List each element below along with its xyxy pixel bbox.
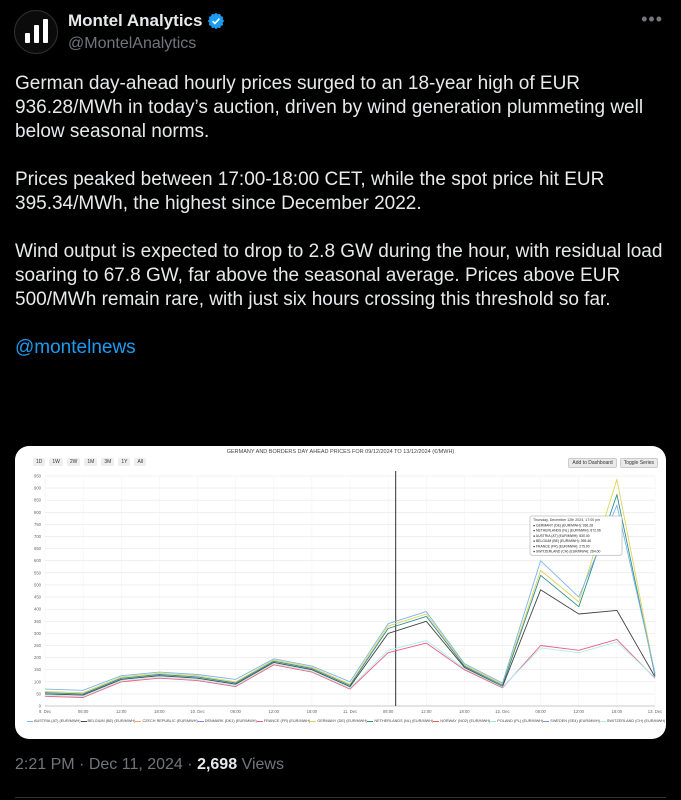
x-tick-label: 18:00 (154, 709, 165, 714)
range-1d: 1D (33, 458, 45, 466)
tweet-meta (15, 756, 284, 774)
legend-item: NETHERLANDS (NL) (EUR/MWH) (367, 719, 433, 723)
logo-bar (43, 19, 48, 43)
x-tick-label: 12:00 (573, 709, 584, 714)
avatar[interactable] (14, 10, 58, 54)
y-tick-label: 750 (34, 521, 41, 527)
x-tick-label: 06:00 (382, 709, 394, 714)
y-tick-label: 0 (38, 703, 41, 709)
legend-swatch (367, 721, 373, 722)
x-tick-label: 11. Dec (342, 709, 358, 714)
y-tick-label: 800 (34, 509, 41, 515)
range-1m: 1M (84, 458, 97, 466)
y-tick-label: 900 (34, 485, 41, 491)
legend-item: BELGIUM (BE) (EUR/MWH) (81, 719, 136, 723)
tooltip-row: ● BELGIUM (BE) (EUR/MWH): 395.46 (533, 539, 592, 544)
price-line-chart (15, 446, 666, 739)
x-tick-label: 06:00 (535, 709, 546, 714)
meta-separator: · (79, 756, 85, 773)
views-count: 2,698 (197, 756, 238, 773)
legend-swatch (257, 721, 263, 722)
x-tick-label: 18:00 (611, 709, 623, 714)
legend-swatch (490, 721, 496, 722)
verified-badge-icon (207, 12, 225, 30)
y-tick-label: 250 (34, 642, 41, 648)
y-tick-label: 300 (34, 630, 41, 636)
tweet-paragraph: Prices peaked between 17:00-18:00 CET, while the spot price hit EUR 395.34/MWh, the highest since December 2022. (15, 169, 605, 214)
x-tick-label: 9. Dec (38, 709, 52, 714)
mention-link[interactable]: @montelnews (15, 337, 136, 358)
x-tick-label: 12:00 (268, 709, 279, 714)
meta-separator: · (187, 756, 193, 773)
chart-legend (27, 719, 666, 723)
x-tick-label: 12:00 (116, 709, 127, 714)
legend-swatch (27, 721, 33, 722)
x-tick-label: 18:00 (306, 709, 318, 714)
chart-image[interactable] (15, 446, 666, 739)
add-to-dashboard-button: Add to Dashboard (568, 458, 616, 468)
legend-swatch (543, 721, 549, 722)
x-tick-label: 06:00 (77, 709, 89, 714)
legend-item: NORWAY (NO2) (EUR/MWH) (433, 719, 490, 723)
legend-swatch (198, 721, 204, 722)
legend-item: AUSTRIA (AT) (EUR/MWH) (27, 719, 81, 723)
range-3m: 3M (101, 458, 114, 466)
tooltip-row: ● NETHERLANDS (NL) (EUR/MWH): 872.96 (533, 528, 601, 533)
y-tick-label: 400 (34, 606, 41, 612)
x-tick-label: 18:00 (459, 709, 470, 714)
y-tick-label: 150 (34, 667, 41, 673)
legend-item: FRANCE (FR) (EUR/MWH) (257, 719, 310, 723)
range-1w: 1W (49, 458, 63, 466)
y-tick-label: 50 (36, 691, 41, 697)
tooltip-row: ● GERMANY (DE) (EUR/MWH): 936.28 (533, 523, 594, 528)
author-handle[interactable]: @MontelAnalytics (68, 35, 197, 52)
legend-swatch (433, 721, 439, 722)
tweet-paragraph: Wind output is expected to drop to 2.8 GW during the hour, with residual load soaring to 67.8 GW, far above the seasonal average. Prices above EUR 500/MWh remain rare, with just six hours crossing this threshold so far. (15, 241, 663, 310)
y-tick-label: 850 (34, 497, 41, 503)
tooltip-row: ● FRANCE (FR) (EUR/MWH): 275.00 (533, 544, 590, 549)
legend-item: SWEDEN (SE4) (EUR/MWH) (543, 719, 600, 723)
logo-bar (34, 25, 39, 43)
tweet-paragraph: German day-ahead hourly prices surged to an 18-year high of EUR 936.28/MWh in today’s auction, driven by wind generation plummeting well below seasonal norms. (15, 73, 644, 142)
author-name[interactable]: Montel Analytics (68, 11, 225, 31)
legend-item: CZECH REPUBLIC (EUR/MWH) (135, 719, 197, 723)
tweet-date[interactable]: Dec 11, 2024 (88, 756, 183, 773)
tweet-text (15, 72, 665, 384)
y-tick-label: 200 (34, 655, 41, 661)
y-tick-label: 100 (34, 679, 41, 685)
y-tick-label: 600 (34, 558, 41, 564)
legend-swatch (135, 721, 141, 722)
toggle-series-button: Toggle Series (620, 458, 658, 468)
y-tick-label: 450 (34, 594, 41, 600)
range-all: All (134, 458, 146, 466)
y-tick-label: 550 (34, 570, 41, 576)
legend-swatch (310, 721, 316, 722)
more-options-icon[interactable]: ••• (641, 9, 663, 29)
tooltip-row: ● AUSTRIA (AT) (EUR/MWH): 830.00 (533, 533, 590, 538)
x-tick-label: 06:00 (230, 709, 241, 714)
legend-swatch (600, 721, 606, 722)
x-tick-label: 12. Dec (495, 709, 510, 714)
legend-item: GERMANY (DE) (EUR/MWH) (310, 719, 367, 723)
x-tick-label: 10. Dec (190, 709, 205, 714)
legend-swatch (81, 721, 87, 722)
views-label: Views (241, 756, 284, 773)
x-tick-label: 12:00 (421, 709, 432, 714)
legend-item: POLAND (PL) (EUR/MWH) (490, 719, 543, 723)
y-tick-label: 700 (34, 534, 41, 540)
divider (15, 797, 666, 798)
y-tick-label: 650 (34, 546, 41, 552)
tweet-time[interactable]: 2:21 PM (15, 756, 75, 773)
x-tick-label: 13. Dec (647, 709, 663, 714)
range-2w: 2W (67, 458, 81, 466)
logo-bar (25, 33, 30, 43)
legend-item: DENMARK (DK1) (EUR/MWH) (198, 719, 257, 723)
tooltip-row: ● SWITZERLAND (CH) (EUR/MWH): 264.00 (533, 549, 601, 554)
y-tick-label: 350 (34, 618, 41, 624)
tooltip-header: Thursday, December 12th 2024, 17:00 pm (533, 518, 601, 522)
legend-item: SWITZERLAND (CH) (EUR/MWH) (600, 719, 665, 723)
range-1y: 1Y (118, 458, 130, 466)
y-tick-label: 950 (34, 473, 41, 479)
y-tick-label: 500 (34, 582, 41, 588)
chart-title: GERMANY AND BORDERS DAY AHEAD PRICES FOR 09/12/2024 TO 13/12/2024 (€/MWH) (226, 449, 455, 455)
